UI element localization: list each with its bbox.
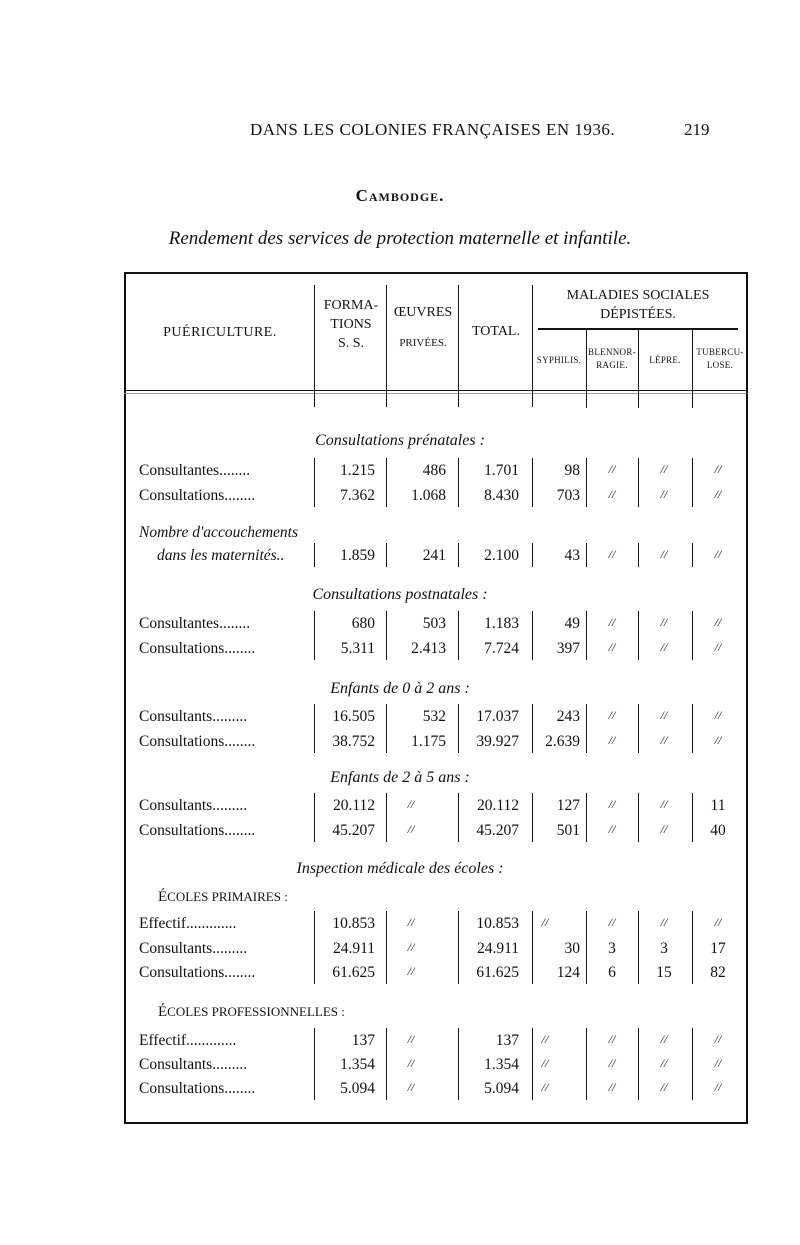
table-cell: 20.112	[332, 797, 375, 814]
table-cell: 45.207	[476, 822, 519, 839]
table-cell: 39.927	[476, 733, 519, 750]
table-cell: //	[660, 915, 668, 929]
table-cell: 30	[564, 940, 580, 957]
row-label: Consultantes........	[139, 615, 251, 632]
table-cell: 1.215	[340, 462, 375, 479]
table-cell: //	[608, 487, 616, 501]
column-rule	[314, 285, 315, 407]
table-cell: 486	[422, 462, 446, 479]
table-cell: 2.100	[484, 547, 519, 564]
header-total: TOTAL.	[471, 324, 520, 339]
table-cell: //	[608, 1032, 616, 1046]
table-cell: //	[714, 615, 722, 629]
table-cell: //	[608, 708, 616, 722]
table-cell: 24.911	[332, 940, 375, 957]
table-cell: //	[714, 1080, 722, 1094]
table-cell: //	[407, 940, 415, 954]
table-cell: 5.094	[340, 1080, 375, 1097]
column-rule	[386, 285, 387, 407]
table-cell: 82	[710, 964, 726, 981]
header-blennoragie-l1: BLENNOR-	[588, 347, 636, 357]
row-label-continued: dans les maternités..	[157, 547, 285, 564]
table-cell: 16.505	[332, 708, 375, 725]
table-cell: //	[407, 915, 415, 929]
table-cell: 124	[556, 964, 580, 981]
page-number: 219	[684, 120, 710, 139]
table-cell: 61.625	[332, 964, 375, 981]
table-cell: //	[660, 547, 668, 561]
subsection-cap: É	[158, 1004, 168, 1020]
table-cell: 501	[556, 822, 580, 839]
row-label: Consultants.........	[139, 797, 248, 814]
row-label: Consultations........	[139, 487, 256, 504]
table-cell: 503	[422, 615, 446, 632]
section-title: Enfants de 2 à 5 ans :	[330, 769, 470, 786]
running-head: DANS LES COLONIES FRANÇAISES EN 1936.	[250, 120, 616, 139]
table-cell: 532	[422, 708, 446, 725]
table-cell: //	[407, 822, 415, 836]
subsection-title	[158, 889, 288, 906]
row-label: Consultations........	[139, 964, 256, 981]
table-cell: //	[608, 1056, 616, 1070]
table-cell: //	[608, 615, 616, 629]
header-formations-l3: S. S.	[337, 336, 365, 351]
table-cell: 3	[608, 940, 616, 957]
table-cell: 5.094	[484, 1080, 519, 1097]
statistics-table	[124, 272, 748, 1124]
header-oeuvres-l2: PRIVÉES.	[399, 337, 447, 349]
column-rule	[532, 285, 533, 407]
table-cell: 3	[660, 940, 668, 957]
row-label: Consultations........	[139, 733, 256, 750]
table-cell: 20.112	[476, 797, 519, 814]
table-cell: 2.639	[545, 733, 580, 750]
table-cell: //	[407, 1032, 415, 1046]
table-cell: //	[714, 462, 722, 476]
table-cell: 24.911	[476, 940, 519, 957]
table-cell: 6	[608, 964, 616, 981]
table-cell: //	[608, 1080, 616, 1094]
table-cell: 15	[656, 964, 672, 981]
header-lepre: LÈPRE.	[649, 355, 681, 365]
table-cell: 397	[556, 640, 580, 657]
row-label: Consultantes........	[139, 462, 251, 479]
table-cell: //	[407, 1056, 415, 1070]
table-cell: //	[714, 1032, 722, 1046]
column-rule	[458, 285, 459, 407]
row-label: Consultants.........	[139, 708, 248, 725]
table-cell: 38.752	[332, 733, 375, 750]
header-maladies-l1: MALADIES SOCIALES	[566, 288, 710, 303]
subsection-title	[158, 1004, 345, 1021]
table-cell: //	[541, 1032, 549, 1046]
table-cell: //	[714, 547, 722, 561]
table-cell: //	[660, 733, 668, 747]
table-cell: //	[660, 708, 668, 722]
header-formations-l1: FORMA-	[323, 298, 379, 313]
row-label: Consultants.........	[139, 940, 248, 957]
table-cell: 10.853	[476, 915, 519, 932]
header-maladies-l2: DÉPISTÉES.	[600, 307, 676, 322]
table-cell: //	[608, 733, 616, 747]
table-cell: //	[660, 487, 668, 501]
header-blennoragie-l2: RAGIE.	[596, 360, 628, 370]
table-cell: 5.311	[340, 640, 375, 657]
table-cell: 40	[710, 822, 726, 839]
table-cell: //	[608, 822, 616, 836]
header-oeuvres	[388, 303, 458, 353]
page-title-text: Cambodge.	[355, 186, 445, 205]
header-maladies	[534, 286, 742, 324]
table-cell: //	[608, 915, 616, 929]
table-cell: //	[608, 547, 616, 561]
table-cell: //	[660, 640, 668, 654]
header-tuberculose-l2: LOSE.	[706, 360, 734, 370]
table-cell: 7.724	[484, 640, 519, 657]
table-cell: 243	[556, 708, 580, 725]
header-bottom-rule	[124, 390, 748, 391]
section-title: Inspection médicale des écoles :	[296, 860, 504, 877]
subsection-cap: É	[158, 889, 168, 905]
table-cell: 45.207	[332, 822, 375, 839]
table-cell: 137	[495, 1032, 519, 1049]
row-label: Effectif.............	[139, 915, 237, 932]
table-cell: //	[660, 1056, 668, 1070]
table-cell: //	[714, 640, 722, 654]
section-title: Enfants de 0 à 2 ans :	[330, 680, 470, 697]
table-cell: 1.859	[340, 547, 375, 564]
column-rule	[586, 328, 587, 408]
table-cell: //	[714, 915, 722, 929]
table-cell: //	[541, 915, 549, 929]
column-rule	[638, 328, 639, 408]
subsection-rest: COLES PROFESSIONNELLES :	[167, 1004, 345, 1019]
table-cell: 7.362	[340, 487, 375, 504]
table-cell: 49	[564, 615, 580, 632]
table-cell: 1.068	[411, 487, 446, 504]
table-cell: //	[714, 733, 722, 747]
table-cell: 11	[710, 797, 726, 814]
subsection-rest: COLES PRIMAIRES :	[167, 889, 288, 904]
table-cell: //	[714, 1056, 722, 1070]
table-cell: //	[660, 615, 668, 629]
header-formations	[316, 296, 386, 353]
table-cell: 61.625	[476, 964, 519, 981]
table-cell: 43	[564, 547, 580, 564]
table-cell: //	[608, 462, 616, 476]
table-cell: //	[714, 708, 722, 722]
table-cell: 10.853	[332, 915, 375, 932]
table-cell: 17.037	[476, 708, 519, 725]
header-syphilis: SYPHILIS.	[536, 355, 582, 365]
table-cell: //	[660, 797, 668, 811]
header-blennoragie	[586, 346, 638, 372]
table-cell: //	[407, 1080, 415, 1094]
row-label: Effectif.............	[139, 1032, 237, 1049]
table-cell: 2.413	[411, 640, 446, 657]
table-cell: 680	[351, 615, 375, 632]
table-subtitle: Rendement des services de protection maternelle et infantile.	[168, 228, 632, 249]
header-top-cap-rule	[124, 393, 748, 394]
table-cell: 1.354	[484, 1056, 519, 1073]
table-cell: //	[407, 797, 415, 811]
table-cell: 241	[422, 547, 446, 564]
table-cell: //	[407, 964, 415, 978]
header-tuberculose	[694, 346, 746, 372]
row-label: Consultants.........	[139, 1056, 248, 1073]
row-label: Consultations........	[139, 640, 256, 657]
table-cell: 1.183	[484, 615, 519, 632]
row-label: Consultations........	[139, 1080, 256, 1097]
table-cell: //	[660, 822, 668, 836]
table-cell: 98	[564, 462, 580, 479]
table-cell: //	[660, 462, 668, 476]
table-cell: //	[660, 1032, 668, 1046]
page-title	[0, 186, 800, 206]
header-formations-l2: TIONS	[330, 317, 372, 332]
table-cell: //	[660, 1080, 668, 1094]
table-cell: 1.701	[484, 462, 519, 479]
table-cell: 8.430	[484, 487, 519, 504]
header-oeuvres-l1: ŒUVRES	[393, 305, 453, 320]
row-label: Nombre d'accouchements	[139, 524, 298, 541]
table-cell: 17	[710, 940, 726, 957]
table-cell: //	[714, 487, 722, 501]
table-cell: //	[608, 797, 616, 811]
table-cell: 127	[556, 797, 580, 814]
header-puericulture: PUÉRICULTURE.	[163, 325, 277, 340]
row-label: Consultations........	[139, 822, 256, 839]
table-cell: 137	[351, 1032, 375, 1049]
table-cell: 703	[556, 487, 580, 504]
table-cell: 1.354	[340, 1056, 375, 1073]
header-tuberculose-l1: TUBERCU-	[696, 347, 744, 357]
column-rule	[746, 328, 747, 408]
table-cell: //	[541, 1056, 549, 1070]
column-rule	[692, 328, 693, 408]
section-title: Consultations prénatales :	[315, 432, 485, 449]
table-cell: 1.175	[411, 733, 446, 750]
table-cell: //	[608, 640, 616, 654]
table-cell: //	[541, 1080, 549, 1094]
section-title: Consultations postnatales :	[312, 586, 488, 603]
